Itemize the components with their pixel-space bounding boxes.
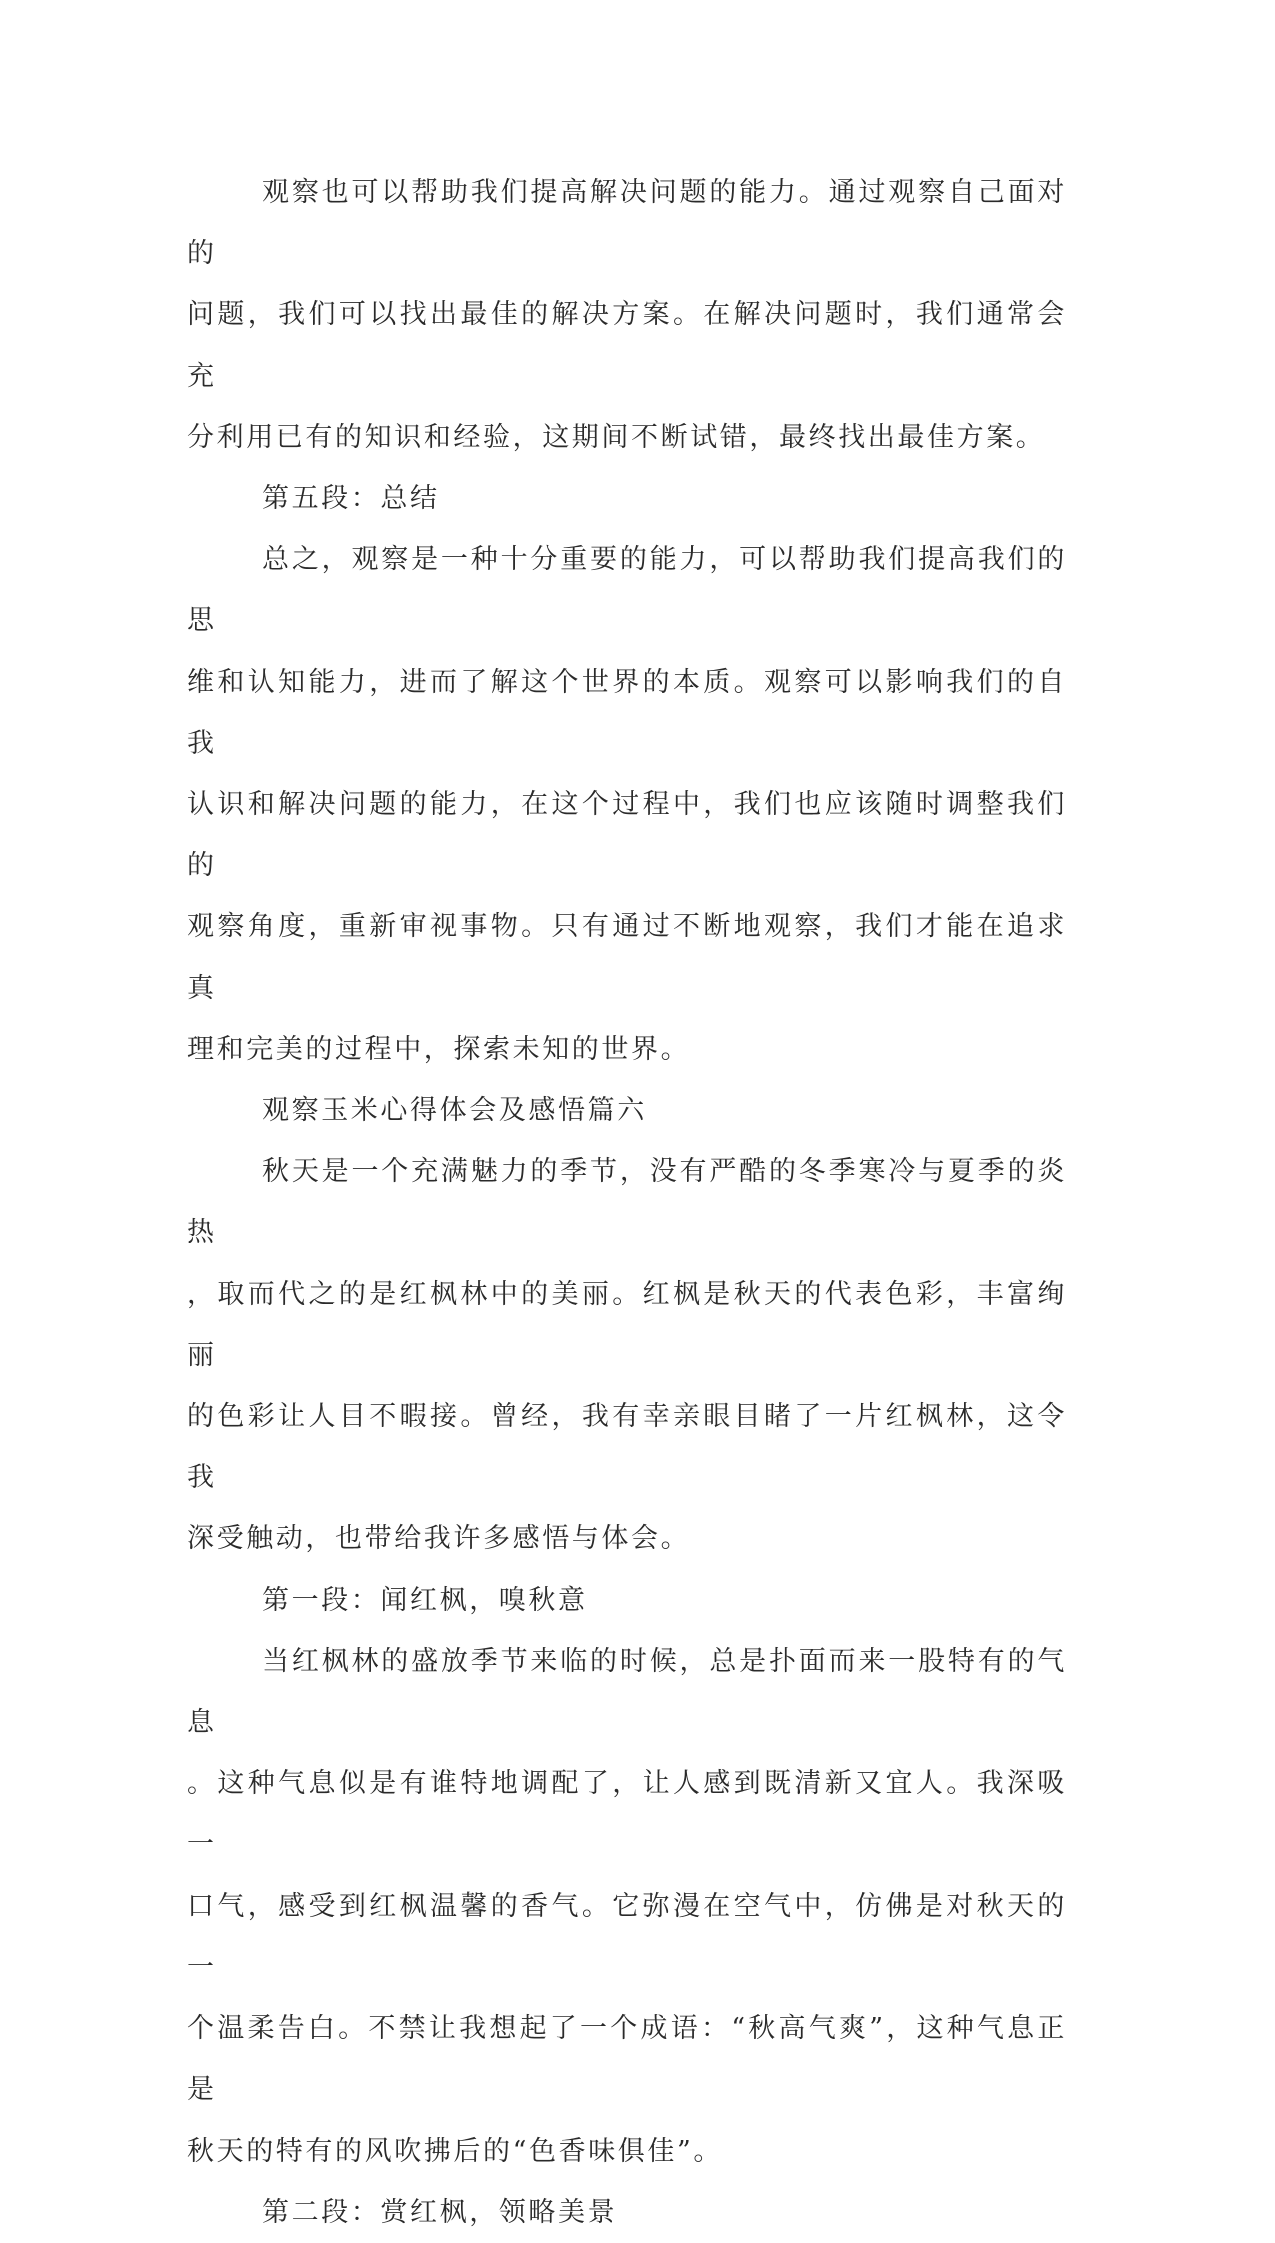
paragraph-summary: 总之，观察是一种十分重要的能力，可以帮助我们提高我们的思 维和认知能力，进而了解这个世界的本质。观察可以影响我们的自我 认识和解决问题的能力，在这个过程中，我们也应该随时调整我们的 观察角度，重新审视事物。只有通过不断地观察，我们才能在追求真 理和完美的过程中，探索未知的世界。 [187,544,1067,1065]
paragraph-scent: 当红枫林的盛放季节来临的时候，总是扑面而来一股特有的气息 。这种气息似是有谁特地调配了，让人感到既清新又宜人。我深吸一 口气，感受到红枫温馨的香气。它弥漫在空气中，仿佛是对秋天的一 个温柔告白。不禁让我想起了一个成语：“秋高气爽”，这种气息正是 秋天的特有的风吹拂后的“色香味俱佳”。 [187,1645,1067,2167]
article-title: 观察玉米心得体会及感悟篇六 [262,1095,647,1127]
document-body [187,162,1067,2243]
section-heading-two: 第二段：赏红枫，领略美景 [262,2196,618,2228]
section-heading-one: 第一段：闻红枫，嗅秋意 [262,1584,588,1616]
paragraph-autumn-intro: 秋天是一个充满魅力的季节，没有严酷的冬季寒冷与夏季的炎热 ，取而代之的是红枫林中的美丽。红枫是秋天的代表色彩，丰富绚丽 的色彩让人目不暇接。曾经，我有幸亲眼目睹了一片红枫林，这令我 深受触动，也带给我许多感悟与体会。 [187,1156,1067,1555]
section-heading-five: 第五段：总结 [262,483,440,515]
paragraph-problem-solving: 观察也可以帮助我们提高解决问题的能力。通过观察自己面对的 问题，我们可以找出最佳的解决方案。在解决问题时，我们通常会充 分利用已有的知识和经验，这期间不断试错，最终找出最佳方案。 [187,177,1067,453]
